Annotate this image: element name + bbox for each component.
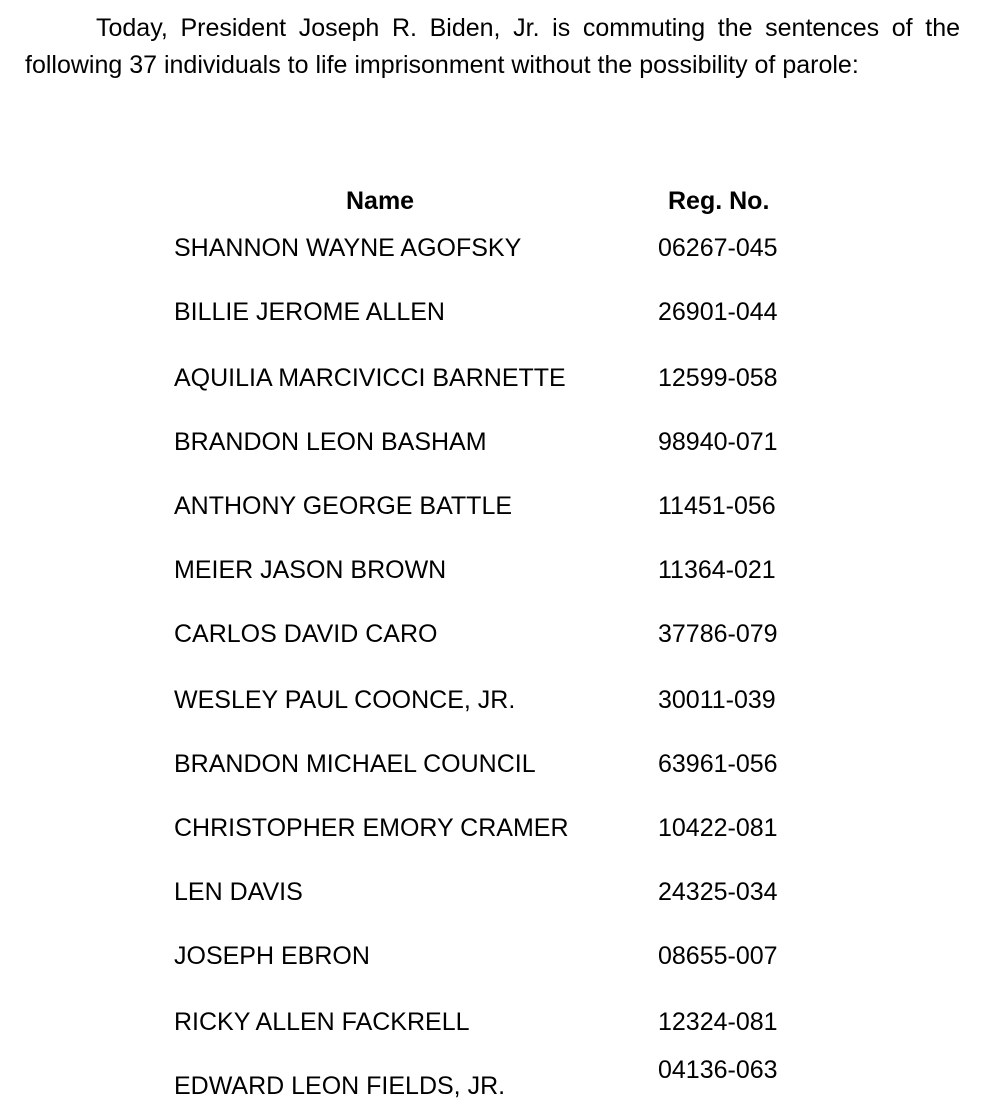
row-name: CARLOS DAVID CARO <box>174 620 438 648</box>
row-name: EDWARD LEON FIELDS, JR. <box>174 1072 506 1100</box>
row-reg-no: 63961-056 <box>658 750 778 778</box>
row-reg-no: 98940-071 <box>658 428 778 456</box>
row-reg-no: 08655-007 <box>658 942 778 970</box>
row-reg-no: 12599-058 <box>658 364 778 392</box>
row-reg-no: 06267-045 <box>658 234 778 262</box>
intro-paragraph: Today, President Joseph R. Biden, Jr. is commuting the sentences of the following 37 individuals to life imprisonment without the possibility of parole: <box>25 14 960 79</box>
row-name: CHRISTOPHER EMORY CRAMER <box>174 814 569 842</box>
row-name: JOSEPH EBRON <box>174 942 370 970</box>
row-name: RICKY ALLEN FACKRELL <box>174 1008 470 1036</box>
row-reg-no: 12324-081 <box>658 1008 778 1036</box>
row-name: WESLEY PAUL COONCE, JR. <box>174 686 516 714</box>
row-reg-no: 04136-063 <box>658 1056 778 1084</box>
row-name: BRANDON LEON BASHAM <box>174 428 487 456</box>
row-reg-no: 24325-034 <box>658 878 778 906</box>
row-reg-no: 11364-021 <box>658 556 776 584</box>
row-name: LEN DAVIS <box>174 878 303 906</box>
row-name: BRANDON MICHAEL COUNCIL <box>174 750 536 778</box>
row-reg-no: 26901-044 <box>658 298 778 326</box>
row-name: BILLIE JEROME ALLEN <box>174 298 445 326</box>
row-name: SHANNON WAYNE AGOFSKY <box>174 234 522 262</box>
column-header-name: Name <box>346 187 415 215</box>
row-reg-no: 30011-039 <box>658 686 776 714</box>
row-name: AQUILIA MARCIVICCI BARNETTE <box>174 364 566 392</box>
column-header-reg-no: Reg. No. <box>668 187 770 215</box>
row-name: MEIER JASON BROWN <box>174 556 447 584</box>
row-reg-no: 10422-081 <box>658 814 778 842</box>
row-reg-no: 37786-079 <box>658 620 778 648</box>
row-name: ANTHONY GEORGE BATTLE <box>174 492 513 520</box>
row-reg-no: 11451-056 <box>658 492 776 520</box>
